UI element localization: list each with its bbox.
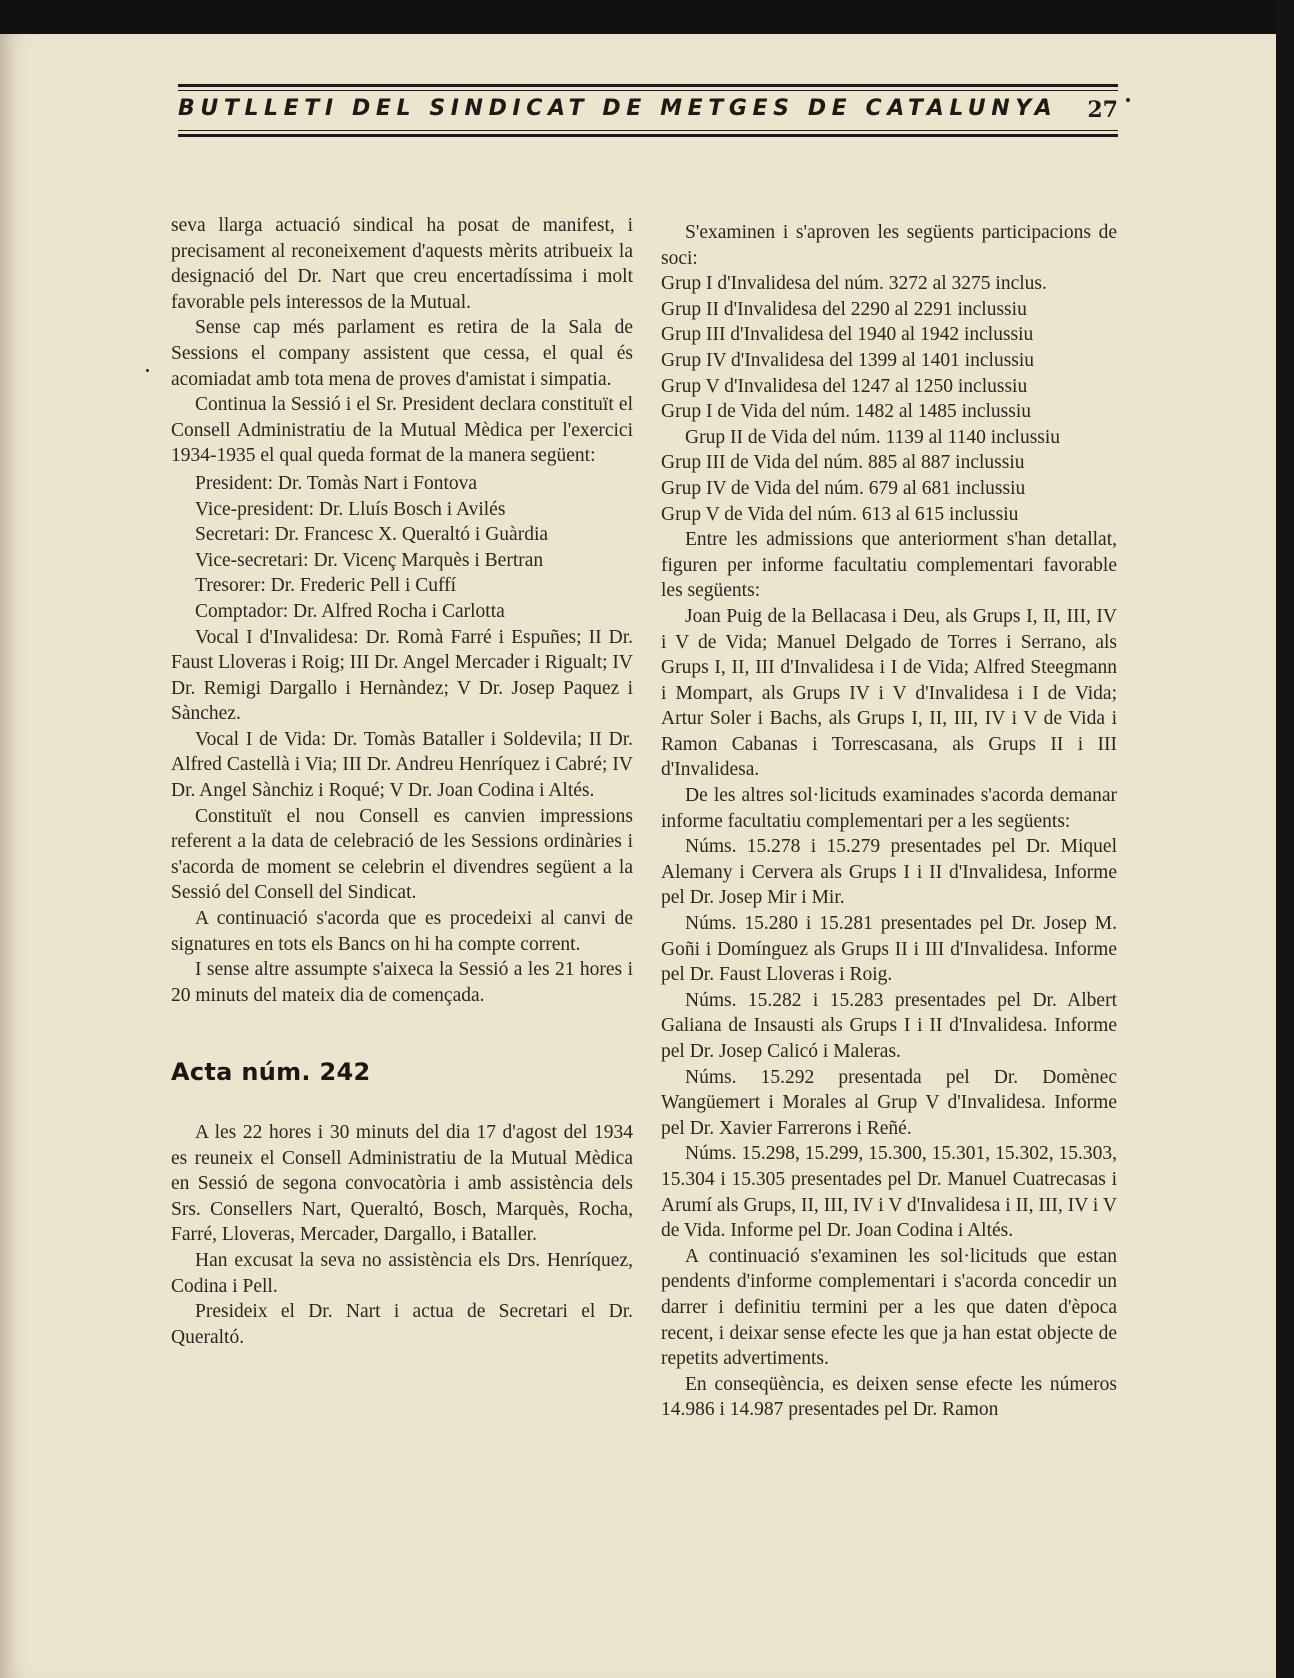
group-line: Grup V de Vida del núm. 613 al 615 inclussiu — [661, 503, 1019, 525]
council-member: President: Dr. Tomàs Nart i Fontova — [195, 472, 478, 494]
left-column — [171, 213, 633, 1350]
group-line: Grup I d'Invalidesa del núm. 3272 al 3275 inclus. — [661, 273, 1047, 295]
running-title: BUTLLETI DEL SINDICAT DE METGES DE CATALUNYA — [178, 96, 1058, 121]
group-line: Grup IV de Vida del núm. 679 al 681 inclussiu — [661, 477, 1026, 499]
group-line: Grup III d'Invalidesa del 1940 al 1942 inclussiu — [661, 324, 1034, 346]
council-member: Vice-president: Dr. Lluís Bosch i Avilés — [195, 498, 506, 520]
council-member: Comptador: Dr. Alfred Rocha i Carlotta — [195, 600, 505, 622]
paragraph: Vocal I de Vida: Dr. Tomàs Bataller i Soldevila; II Dr. Alfred Castellà i Via; III Dr. Andreu Henríquez i Cabré; IV Dr. Angel Sànchiz i Roqué; V Dr. Joan Codina i Altés. — [171, 728, 633, 802]
paragraph: Presideix el Dr. Nart i actua de Secretari el Dr. Queraltó. — [171, 1301, 633, 1348]
header-rule — [178, 130, 1118, 131]
paragraph: S'examinen i s'aproven les següents participacions de soci: — [661, 222, 1117, 269]
council-member: Vice-secretari: Dr. Vicenç Marquès i Bertran — [195, 549, 544, 571]
paragraph: De les altres sol·licituds examinades s'acorda demanar informe facultatiu complementari per a les següents: — [661, 785, 1117, 832]
group-line: Grup III de Vida del núm. 885 al 887 inclussiu — [661, 452, 1025, 474]
paragraph: Núms. 15.292 presentada pel Dr. Domènec Wangüemert i Morales al Grup V d'Invalidesa. Informe pel Dr. Xavier Farrerons i Reñé. — [661, 1066, 1117, 1139]
paragraph: Continua la Sessió i el Sr. President declara constituït el Consell Administratiu de la Mutual Mèdica per l'exercici 1934-1935 el qual queda format de la manera següent: — [171, 394, 633, 467]
header-rule — [178, 134, 1118, 137]
paragraph: A continuació s'examinen les sol·licituds que estan pendents d'informe complementari i s'acorda concedir un darrer i definitiu termini per a les que daten d'època recent, i deixar sense efecte les que ja han estat objecte de repetits advertiments. — [661, 1245, 1117, 1370]
header-rule — [178, 90, 1118, 91]
paragraph: A continuació s'acorda que es procedeixi al canvi de signatures en tots els Bancs on hi ha compte corrent. — [171, 908, 633, 955]
scan-speck — [1126, 98, 1130, 102]
membership-groups — [661, 271, 1117, 527]
group-line: Grup II d'Invalidesa del 2290 al 2291 inclussiu — [661, 298, 1027, 320]
right-column — [661, 220, 1117, 1423]
group-line: Grup II de Vida del núm. 1139 al 1140 inclussiu — [685, 426, 1061, 448]
council-list — [171, 471, 633, 625]
paragraph: I sense altre assumpte s'aixeca la Sessió a les 21 hores i 20 minuts del mateix dia de començada. — [171, 959, 633, 1006]
header-rule — [178, 84, 1118, 87]
paragraph: Han excusat la seva no assistència els Drs. Henríquez, Codina i Pell. — [171, 1249, 633, 1297]
paragraph: Núms. 15.278 i 15.279 presentades pel Dr. Miquel Alemany i Cervera als Grups I i II d'Invalidesa, Informe pel Dr. Josep Mir i Mir. — [661, 836, 1117, 909]
group-line: Grup I de Vida del núm. 1482 al 1485 inclussiu — [661, 401, 1032, 423]
paragraph: Joan Puig de la Bellacasa i Deu, als Grups I, II, III, IV i V de Vida; Manuel Delgado de Torres i Serrano, als Grups I, II, III d'Invalidesa i I de Vida; Alfred Steegmann i Mompart, als Grups IV i V d'Invalidesa i I de Vida; Artur Soler i Bachs, als Grups I, II, III, IV i V de Vida i Ramon Cabanas i Torrescasana, als Grups II i III d'Invalidesa. — [661, 605, 1117, 781]
page-header — [178, 84, 1118, 142]
paragraph: Entre les admissions que anteriorment s'han detallat, figuren per informe facultatiu complementari favorable les següents: — [661, 529, 1117, 602]
paragraph: Sense cap més parlament es retira de la Sala de Sessions el company assistent que cessa, el qual és acomiadat amb tota mena de proves d'amistat i simpatia. — [171, 317, 633, 390]
council-member: Secretari: Dr. Francesc X. Queraltó i Guàrdia — [195, 524, 549, 546]
paragraph: seva llarga actuació sindical ha posat de manifest, i precisament al reconeixement d'aquests mèrits atribueix la designació del Dr. Nart que creu encertadíssima i molt favorable pels interessos de la Mutual. — [171, 215, 633, 313]
paragraph: Vocal I d'Invalidesa: Dr. Romà Farré i Espuñes; II Dr. Faust Lloveras i Roig; III Dr. Angel Mercader i Rigualt; IV Dr. Remigi Dargallo i Hernàndez; V Dr. Josep Paquez i Sànchez. — [171, 626, 633, 725]
scan-border — [1276, 0, 1294, 1678]
paragraph: En conseqüència, es deixen sense efecte les números 14.986 i 14.987 presentades pel Dr. Ramon — [661, 1373, 1117, 1421]
paragraph: Núms. 15.282 i 15.283 presentades pel Dr. Albert Galiana de Insausti als Grups I i II d'Invalidesa. Informe pel Dr. Josep Calicó i Maleras. — [661, 989, 1117, 1062]
group-line: Grup V d'Invalidesa del 1247 al 1250 inclussiu — [661, 375, 1028, 397]
paragraph: Constituït el nou Consell es canvien impressions referent a la data de celebració de les Sessions ordinàries i s'acorda de moment se celebrin el divendres següent a la Sessió del Consell del Sindicat. — [171, 805, 633, 904]
group-line: Grup IV d'Invalidesa del 1399 al 1401 inclussiu — [661, 349, 1035, 371]
section-title: Acta núm. 242 — [171, 1058, 371, 1087]
paragraph: Núms. 15.280 i 15.281 presentades pel Dr. Josep M. Goñi i Domínguez als Grups II i III d'Invalidesa. Informe pel Dr. Faust Lloveras i Roig. — [661, 913, 1117, 986]
scan-speck — [146, 369, 149, 372]
council-member: Tresorer: Dr. Frederic Pell i Cuffí — [195, 575, 457, 597]
page-number: 27 — [1087, 97, 1118, 123]
paragraph: Núms. 15.298, 15.299, 15.300, 15.301, 15.302, 15.303, 15.304 i 15.305 presentades pel Dr. Manuel Cuatrecasas i Arumí als Grups, II, III, IV i V d'Invalidesa i II, III, IV i V de Vida. Informe pel Dr. Joan Codina i Altés. — [661, 1143, 1117, 1242]
paragraph: A les 22 hores i 30 minuts del dia 17 d'agost del 1934 es reuneix el Consell Administratiu de la Mutual Mèdica en Sessió de segona convocatòria i amb assistència dels Srs. Consellers Nart, Queraltó, Bosch, Marquès, Rocha, Farré, Lloveras, Mercader, Dargallo, i Bataller. — [171, 1122, 633, 1246]
